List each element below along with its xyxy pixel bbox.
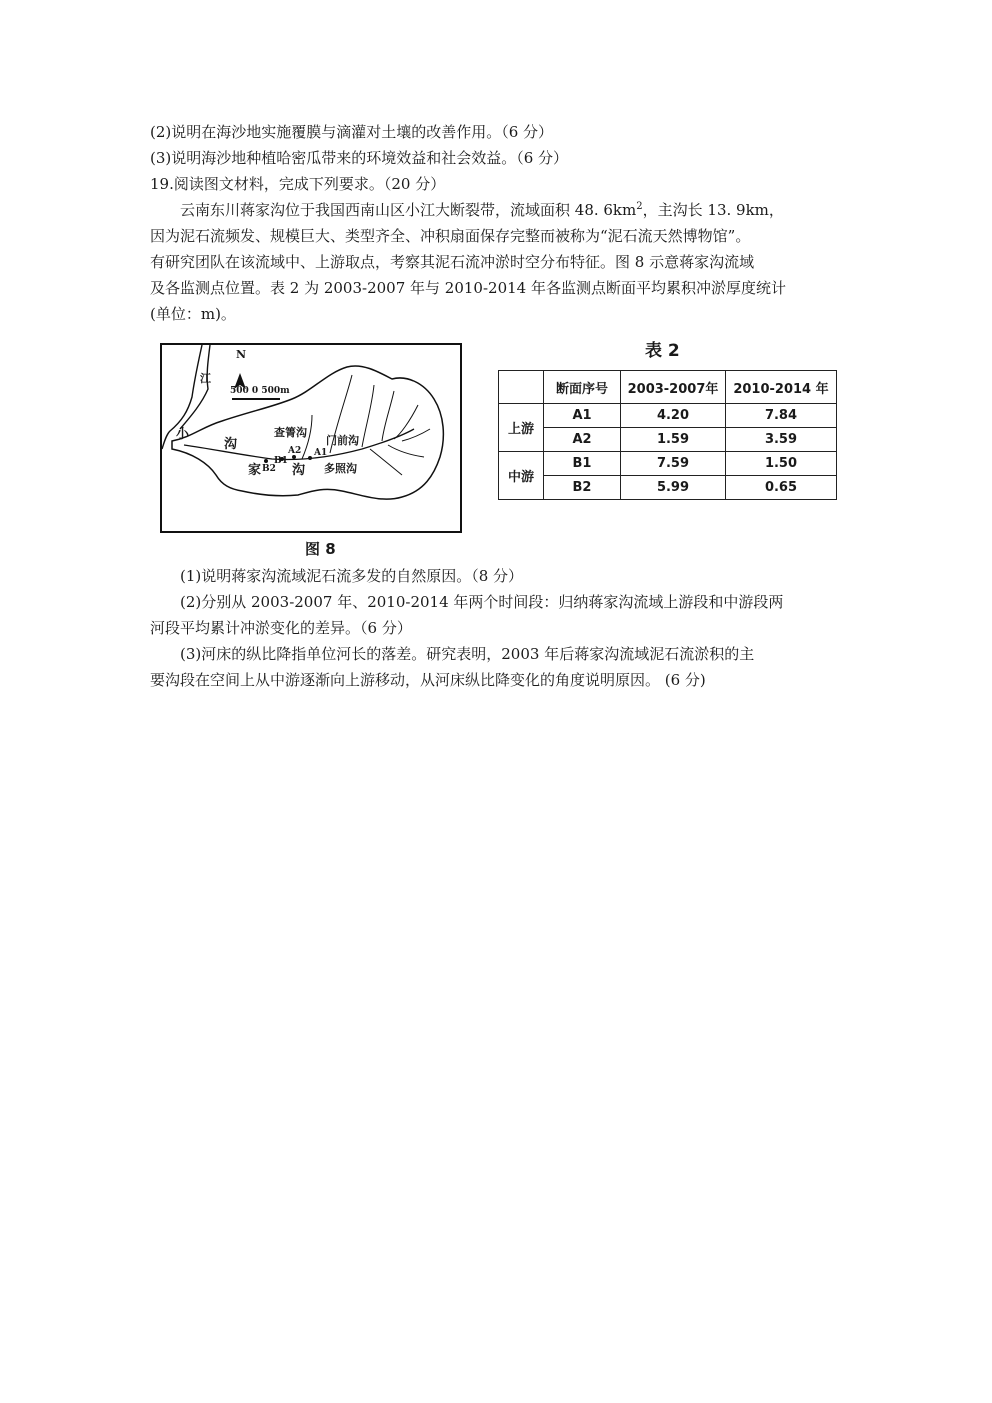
paragraph-line-5: (单位：m)。 <box>150 305 236 323</box>
label-b1: B1 <box>274 456 288 466</box>
cell-value: 0.65 <box>726 476 837 500</box>
header-empty <box>499 371 544 404</box>
cell-id: B1 <box>544 452 621 476</box>
sub-question-2-line-2: 河段平均累计冲淤变化的差异。（6 分） <box>150 619 412 637</box>
label-a2: A2 <box>288 446 302 456</box>
tributary-5 <box>370 449 402 475</box>
tributary-4 <box>402 429 430 441</box>
paragraph-line-2: 因为泥石流频发、规模巨大、类型齐全、冲积扇面保存完整而被称为“泥石流天然博物馆”。 <box>150 227 751 245</box>
question-19: 19.阅读图文材料，完成下列要求。（20 分） <box>150 175 446 193</box>
scale-label: 500 0 500m <box>230 386 290 396</box>
xiaojiang-river-right-bank <box>180 345 210 429</box>
label-b2: B2 <box>262 464 276 474</box>
sub-question-2-line-1: (2)分别从 2003-2007 年、2010-2014 年两个时间段：归纳蒋家沟流域上游段和中游段两 <box>180 593 784 611</box>
header-section: 断面序号 <box>544 371 621 404</box>
north-label: N <box>236 348 247 361</box>
cell-value: 5.99 <box>621 476 726 500</box>
cell-value: 1.59 <box>621 428 726 452</box>
cell-value: 7.59 <box>621 452 726 476</box>
figure-caption: 图 8 <box>305 540 336 558</box>
header-2010-2014: 2010-2014 年 <box>726 371 837 404</box>
label-gou-2: 沟 <box>292 463 306 478</box>
label-xiao: 小 <box>176 427 190 442</box>
sub-question-3-line-1: (3)河床的纵比降指单位河长的落差。研究表明，2003 年后蒋家沟流域泥石流淤积的主 <box>180 645 755 663</box>
cell-id: B2 <box>544 476 621 500</box>
cell-value: 7.84 <box>726 404 837 428</box>
tributary-3 <box>394 405 418 439</box>
table-header-row <box>499 371 837 404</box>
cell-id: A1 <box>544 404 621 428</box>
cell-value: 4.20 <box>621 404 726 428</box>
sub-question-1: (1)说明蒋家沟流域泥石流多发的自然原因。（8 分） <box>180 567 524 585</box>
table-title: 表 2 <box>645 341 680 361</box>
cell-value: 3.59 <box>726 428 837 452</box>
table-row <box>499 428 837 452</box>
label-gou-1: 沟 <box>224 437 238 452</box>
label-jia: 家 <box>248 463 262 478</box>
paragraph-line-1: 云南东川蒋家沟位于我国西南山区小江大断裂带，流域面积 48. $6km^2$，主沟长 13. 9km， <box>180 201 784 219</box>
data-table <box>498 370 837 500</box>
label-menqiangou: 门前沟 <box>326 434 359 447</box>
tributary-1 <box>362 385 374 447</box>
cell-value: 1.50 <box>726 452 837 476</box>
cell-id: A2 <box>544 428 621 452</box>
tributary-2 <box>382 391 394 441</box>
header-2003-2007: 2003-2007年 <box>621 371 726 404</box>
table-row <box>499 452 837 476</box>
table-row <box>499 404 837 428</box>
sub-question-3-line-2: 要沟段在空间上从中游逐渐向上游移动，从河床纵比降变化的角度说明原因。 (6 分) <box>150 671 706 689</box>
label-duozhaogou: 多照沟 <box>324 462 357 475</box>
label-a1: A1 <box>314 448 328 458</box>
group-upstream: 上游 <box>499 404 544 452</box>
point-a1 <box>308 456 312 460</box>
paragraph-line-4: 及各监测点位置。表 2 为 2003-2007 年与 2010-2014 年各监测点断面平均累积冲淤厚度统计 <box>150 279 786 297</box>
paragraph-line-3: 有研究团队在该流域中、上游取点，考察其泥石流冲淤时空分布特征。图 8 示意蒋家沟流域 <box>150 253 755 271</box>
question-3: (3)说明海沙地种植哈密瓜带来的环境效益和社会效益。（6 分） <box>150 149 569 167</box>
tributary-duozhao <box>388 445 424 457</box>
watershed-map <box>160 343 462 533</box>
label-jiang: 江 <box>200 372 211 385</box>
label-chaqinggou: 查箐沟 <box>274 426 307 439</box>
table-row <box>499 476 837 500</box>
watershed-outline <box>172 366 443 499</box>
question-2: (2)说明在海沙地实施覆膜与滴灌对土壤的改善作用。（6 分） <box>150 123 554 141</box>
group-midstream: 中游 <box>499 452 544 500</box>
